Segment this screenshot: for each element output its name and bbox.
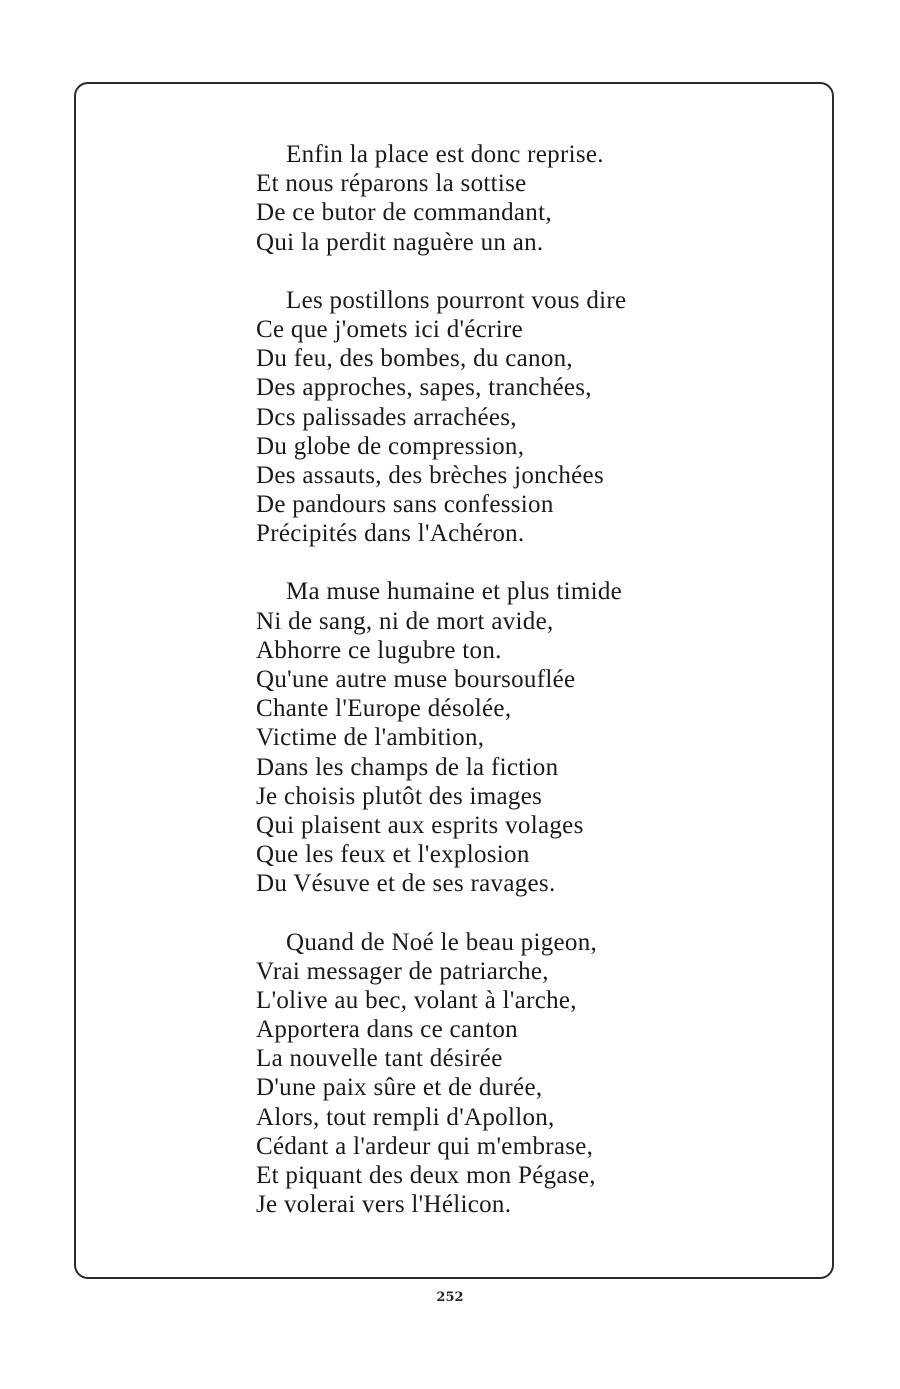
verse-line: Enfin la place est donc reprise.	[286, 141, 604, 168]
stanza-3	[256, 577, 816, 898]
verse-line: Et piquant des deux mon Pégase,	[256, 1162, 596, 1189]
verse-line: Ni de sang, ni de mort avide,	[256, 607, 554, 635]
stanza-2	[256, 286, 816, 549]
verse-line: D'une paix sûre et de durée,	[256, 1074, 543, 1102]
verse-line: Alors, tout rempli d'Apollon,	[256, 1103, 555, 1131]
verse-line: Vrai messager de patriarche,	[256, 957, 549, 985]
stanza-4	[256, 928, 816, 1220]
verse-line: Je volerai vers l'Hélicon.	[256, 1191, 512, 1219]
page-number: 252	[436, 1290, 464, 1305]
verse-line: Cédant a l'ardeur qui m'embrase,	[256, 1132, 594, 1160]
verse-line: Que les feux et l'explosion	[256, 841, 530, 869]
verse-line: Précipités dans l'Achéron.	[256, 520, 525, 548]
verse-line: Du feu, des bombes, du canon,	[256, 345, 573, 373]
stanza-1	[256, 140, 816, 257]
verse-line: Du Vésuve et de ses ravages.	[256, 870, 556, 898]
verse-line: Quand de Noé le beau pigeon,	[286, 928, 598, 956]
verse-line: Dcs palissades arrachées,	[256, 403, 517, 431]
verse-line: Ma muse humaine et plus timide	[286, 578, 623, 606]
verse-line: Apportera dans ce canton	[256, 1016, 518, 1044]
poem	[256, 140, 816, 1248]
verse-line: Du globe de compression,	[256, 432, 525, 460]
verse-line: Et nous réparons la sottise	[256, 170, 527, 198]
verse-line: Qu'une autre muse boursouflée	[256, 666, 576, 693]
verse-line: Je choisis plutôt des images	[256, 782, 543, 810]
verse-line: De pandours sans confession	[256, 491, 554, 519]
verse-line: Des approches, sapes, tranchées,	[256, 374, 592, 402]
verse-line: L'olive au bec, volant à l'arche,	[256, 986, 577, 1014]
verse-line: Les postillons pourront vous dire	[286, 286, 627, 314]
verse-line: Des assauts, des brèches jonchées	[256, 461, 604, 489]
verse-line: Victime de l'ambition,	[256, 724, 485, 752]
verse-line: Abhorre ce lugubre ton.	[256, 636, 502, 664]
verse-line: Ce que j'omets ici d'écrire	[256, 315, 524, 343]
verse-line: Qui plaisent aux esprits volages	[256, 811, 584, 839]
verse-line: Qui la perdit naguère un an.	[256, 228, 544, 256]
verse-line: Dans les champs de la fiction	[256, 753, 559, 781]
verse-line: Chante l'Europe désolée,	[256, 695, 512, 723]
verse-line: De ce butor de commandant,	[256, 199, 552, 227]
verse-line: La nouvelle tant désirée	[256, 1045, 503, 1073]
